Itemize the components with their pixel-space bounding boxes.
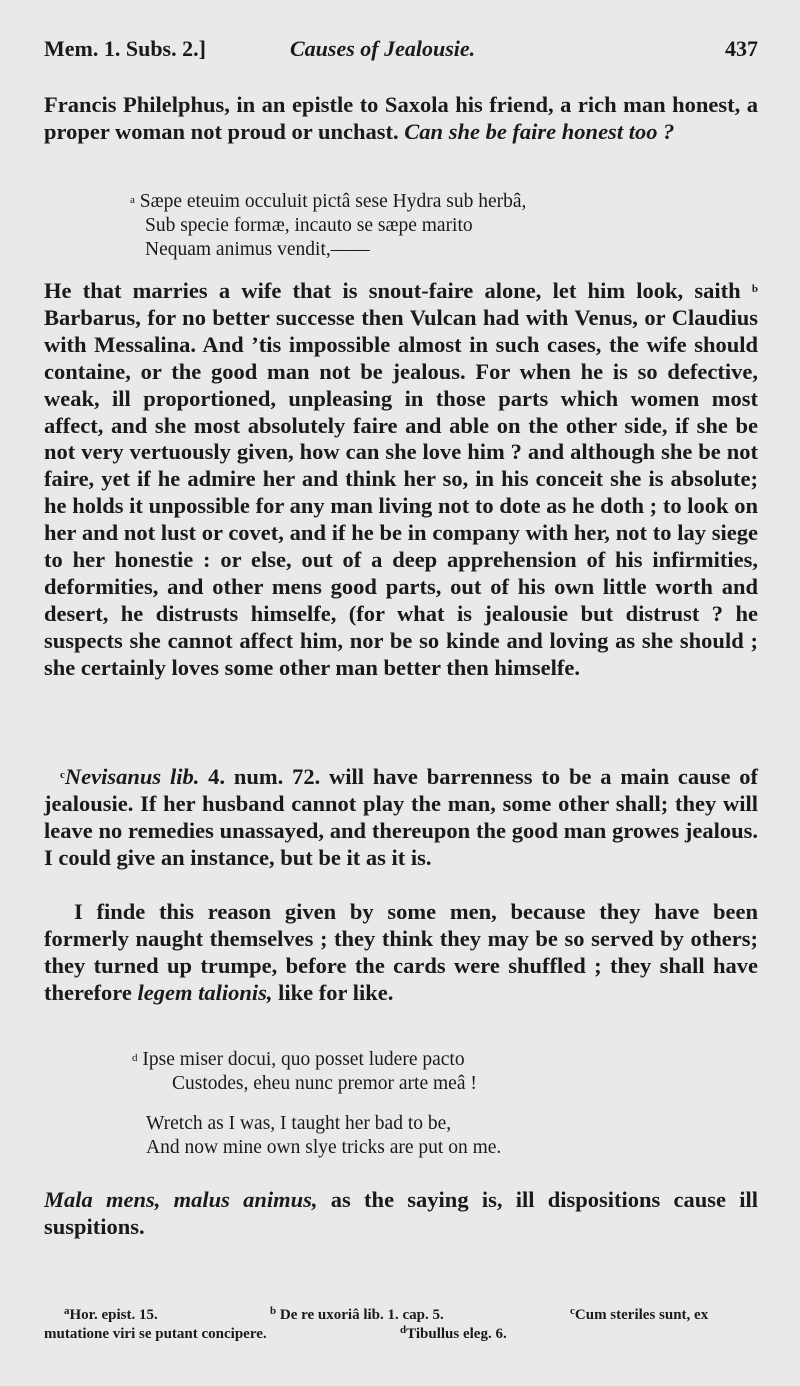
verse-line: Nequam animus vendit,—— xyxy=(145,239,370,260)
footnote-marker-c: c xyxy=(60,769,65,781)
paragraph-barbarus xyxy=(44,278,758,682)
header-section-ref: Mem. 1. Subs. 2.] xyxy=(44,36,206,61)
header-chapter-title: Causes of Jealousie. xyxy=(290,36,476,61)
footnote-mark: d xyxy=(400,1324,407,1336)
paragraph-philelphus xyxy=(44,92,758,146)
paragraph-text: I finde this reason given by some men, because they have been formerly naught themselves ; they think they may be so served by others; they turned up trumpe, before the cards were shuffled ; they shall have therefore xyxy=(44,899,758,1005)
footnote-mark: b xyxy=(270,1305,277,1317)
footnote-text: Tibullus eleg. 6. xyxy=(406,1326,507,1342)
paragraph-nevisanus xyxy=(44,764,758,872)
footnote-mark: c xyxy=(570,1305,575,1317)
paragraph-reason xyxy=(44,899,758,1007)
footnote-marker-b: b xyxy=(751,283,758,295)
latin-verse-d xyxy=(132,1048,732,1096)
footnote-c xyxy=(570,1307,708,1324)
italic-citation: Nevisanus lib. xyxy=(64,764,200,789)
verse-line: Wretch as I was, I taught her bad to be, xyxy=(146,1113,452,1134)
verse-line: Sub specie formæ, incauto se sæpe marito xyxy=(145,215,473,236)
footnote-c-continued: mutatione viri se putant concipere. xyxy=(44,1326,267,1342)
verse-line: And now mine own slye tricks are put on me. xyxy=(146,1137,502,1158)
footnote-text: Cum steriles sunt, ex xyxy=(574,1307,709,1323)
verse-line: Ipse miser docui, quo posset ludere pacto xyxy=(142,1049,465,1070)
footnote-mark: a xyxy=(64,1305,70,1317)
footnote-b xyxy=(270,1307,444,1324)
paragraph-text: Barbarus, for no better successe then Vulcan had with Venus, or Claudius with Messalina. And ’tis impossible almost in such cases, the wife should containe, or the good man not be jealous. For when he is so defective, weak, ill proportioned, unpleasing in those parts which women most affect, and she most absolutely faire and able on the other side, if she be not very vertuously given, how can she love him ? and although she be not faire, yet if he admire her and think her so, in his conceit she is absolute; he holds it unpossible for any man living not to dote as he doth ; to look on her and not lust or covet, and if he be in company with her, not to lay siege to her honestie : or else, out of a deep apprehension of his infirmities, deformities, and other mens good parts, out of his own little worth and desert, he distrusts himselfe, (for what is jealousie but distrust ? he suspects she cannot affect him, nor be so kinde and loving as she should ; she certainly loves some other man better then himselfe. xyxy=(44,304,758,680)
paragraph-text: as the saying is, ill dispositions cause ill suspitions. xyxy=(44,1187,758,1239)
footnote-d xyxy=(400,1326,507,1343)
footnote-text: De re uxoriâ lib. 1. cap. 5. xyxy=(279,1307,444,1323)
footnote-a xyxy=(64,1307,158,1324)
verse-line: Custodes, eheu nunc premor arte meâ ! xyxy=(172,1073,477,1094)
paragraph-text: He that marries a wife that is snout-faire alone, let him look, saith xyxy=(44,278,752,303)
paragraph-text: Francis Philelphus, in an epistle to Saxola his friend, a rich man honest, a proper woman not proud or unchast. xyxy=(44,92,758,144)
italic-phrase: Mala mens, malus animus, xyxy=(44,1187,318,1212)
italic-phrase: legem talionis, xyxy=(137,979,273,1005)
running-header xyxy=(44,36,758,72)
verse-line: Sæpe eteuim occuluit pictâ sese Hydra sub herbâ, xyxy=(139,191,527,212)
italic-phrase: Can she be faire honest too ? xyxy=(404,118,675,144)
english-verse xyxy=(146,1112,746,1160)
paragraph-mala-mens xyxy=(44,1187,758,1241)
page-number: 437 xyxy=(725,36,758,61)
paragraph-text: 4. num. 72. will have barrenness to be a main cause of jealousie. If her husband cannot play the man, some other shall; they will leave no remedies unassayed, and thereupon the good man growes jealous. I could give an instance, but be it as it is. xyxy=(44,764,758,870)
paragraph-text: like for like. xyxy=(272,979,394,1005)
footnote-marker-a: a xyxy=(130,194,135,206)
footnote-marker-d: d xyxy=(132,1052,138,1064)
latin-verse-a xyxy=(130,190,730,262)
footnote-text: Hor. epist. 15. xyxy=(69,1307,158,1323)
